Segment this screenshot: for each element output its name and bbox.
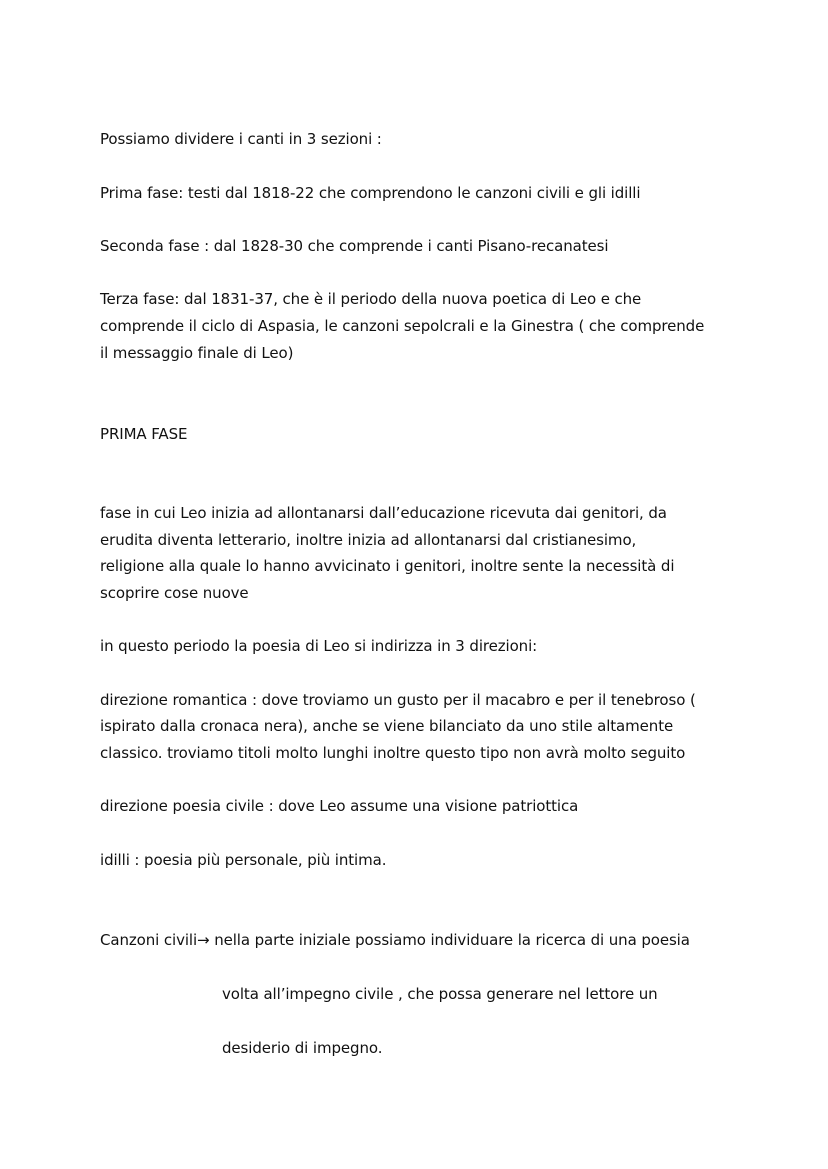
directions-intro-line: in questo periodo la poesia di Leo si indirizza in 3 direzioni: bbox=[100, 637, 538, 655]
phase-three-line-3: il messaggio finale di Leo) bbox=[100, 344, 294, 362]
canzoni-civili-line-2: volta all’impegno civile , che possa generare nel lettore un bbox=[222, 985, 658, 1003]
direction-romantic-line-1: direzione romantica : dove troviamo un gusto per il macabro e per il tenebroso ( bbox=[100, 691, 696, 709]
phase-three-line-1: Terza fase: dal 1831-37, che è il periodo della nuova poetica di Leo e che bbox=[100, 290, 642, 308]
phase-one-line: Prima fase: testi dal 1818-22 che comprendono le canzoni civili e gli idilli bbox=[100, 184, 641, 202]
paragraph-1-line-4: scoprire cose nuove bbox=[100, 584, 249, 602]
canzoni-civili-line-1: Canzoni civili→ nella parte iniziale possiamo individuare la ricerca di una poesia bbox=[100, 931, 690, 949]
paragraph-1-line-1: fase in cui Leo inizia ad allontanarsi dall’educazione ricevuta dai genitori, da bbox=[100, 504, 667, 522]
phase-two-line: Seconda fase : dal 1828-30 che comprende i canti Pisano-recanatesi bbox=[100, 237, 609, 255]
canzoni-civili-line-3: desiderio di impegno. bbox=[222, 1039, 383, 1057]
paragraph-1-line-2: erudita diventa letterario, inoltre inizia ad allontanarsi dal cristianesimo, bbox=[100, 531, 637, 549]
direction-idilli-line: idilli : poesia più personale, più intima. bbox=[100, 851, 387, 869]
direction-romantic-line-3: classico. troviamo titoli molto lunghi inoltre questo tipo non avrà molto seguito bbox=[100, 744, 686, 762]
phase-three-line-2: comprende il ciclo di Aspasia, le canzoni sepolcrali e la Ginestra ( che comprende bbox=[100, 317, 705, 335]
section-heading: PRIMA FASE bbox=[100, 425, 188, 443]
paragraph-1-line-3: religione alla quale lo hanno avvicinato i genitori, inoltre sente la necessità di bbox=[100, 557, 675, 575]
intro-line: Possiamo dividere i canti in 3 sezioni : bbox=[100, 130, 382, 148]
direction-civil-line: direzione poesia civile : dove Leo assume una visione patriottica bbox=[100, 797, 579, 815]
direction-romantic-line-2: ispirato dalla cronaca nera), anche se viene bilanciato da uno stile altamente bbox=[100, 717, 674, 735]
